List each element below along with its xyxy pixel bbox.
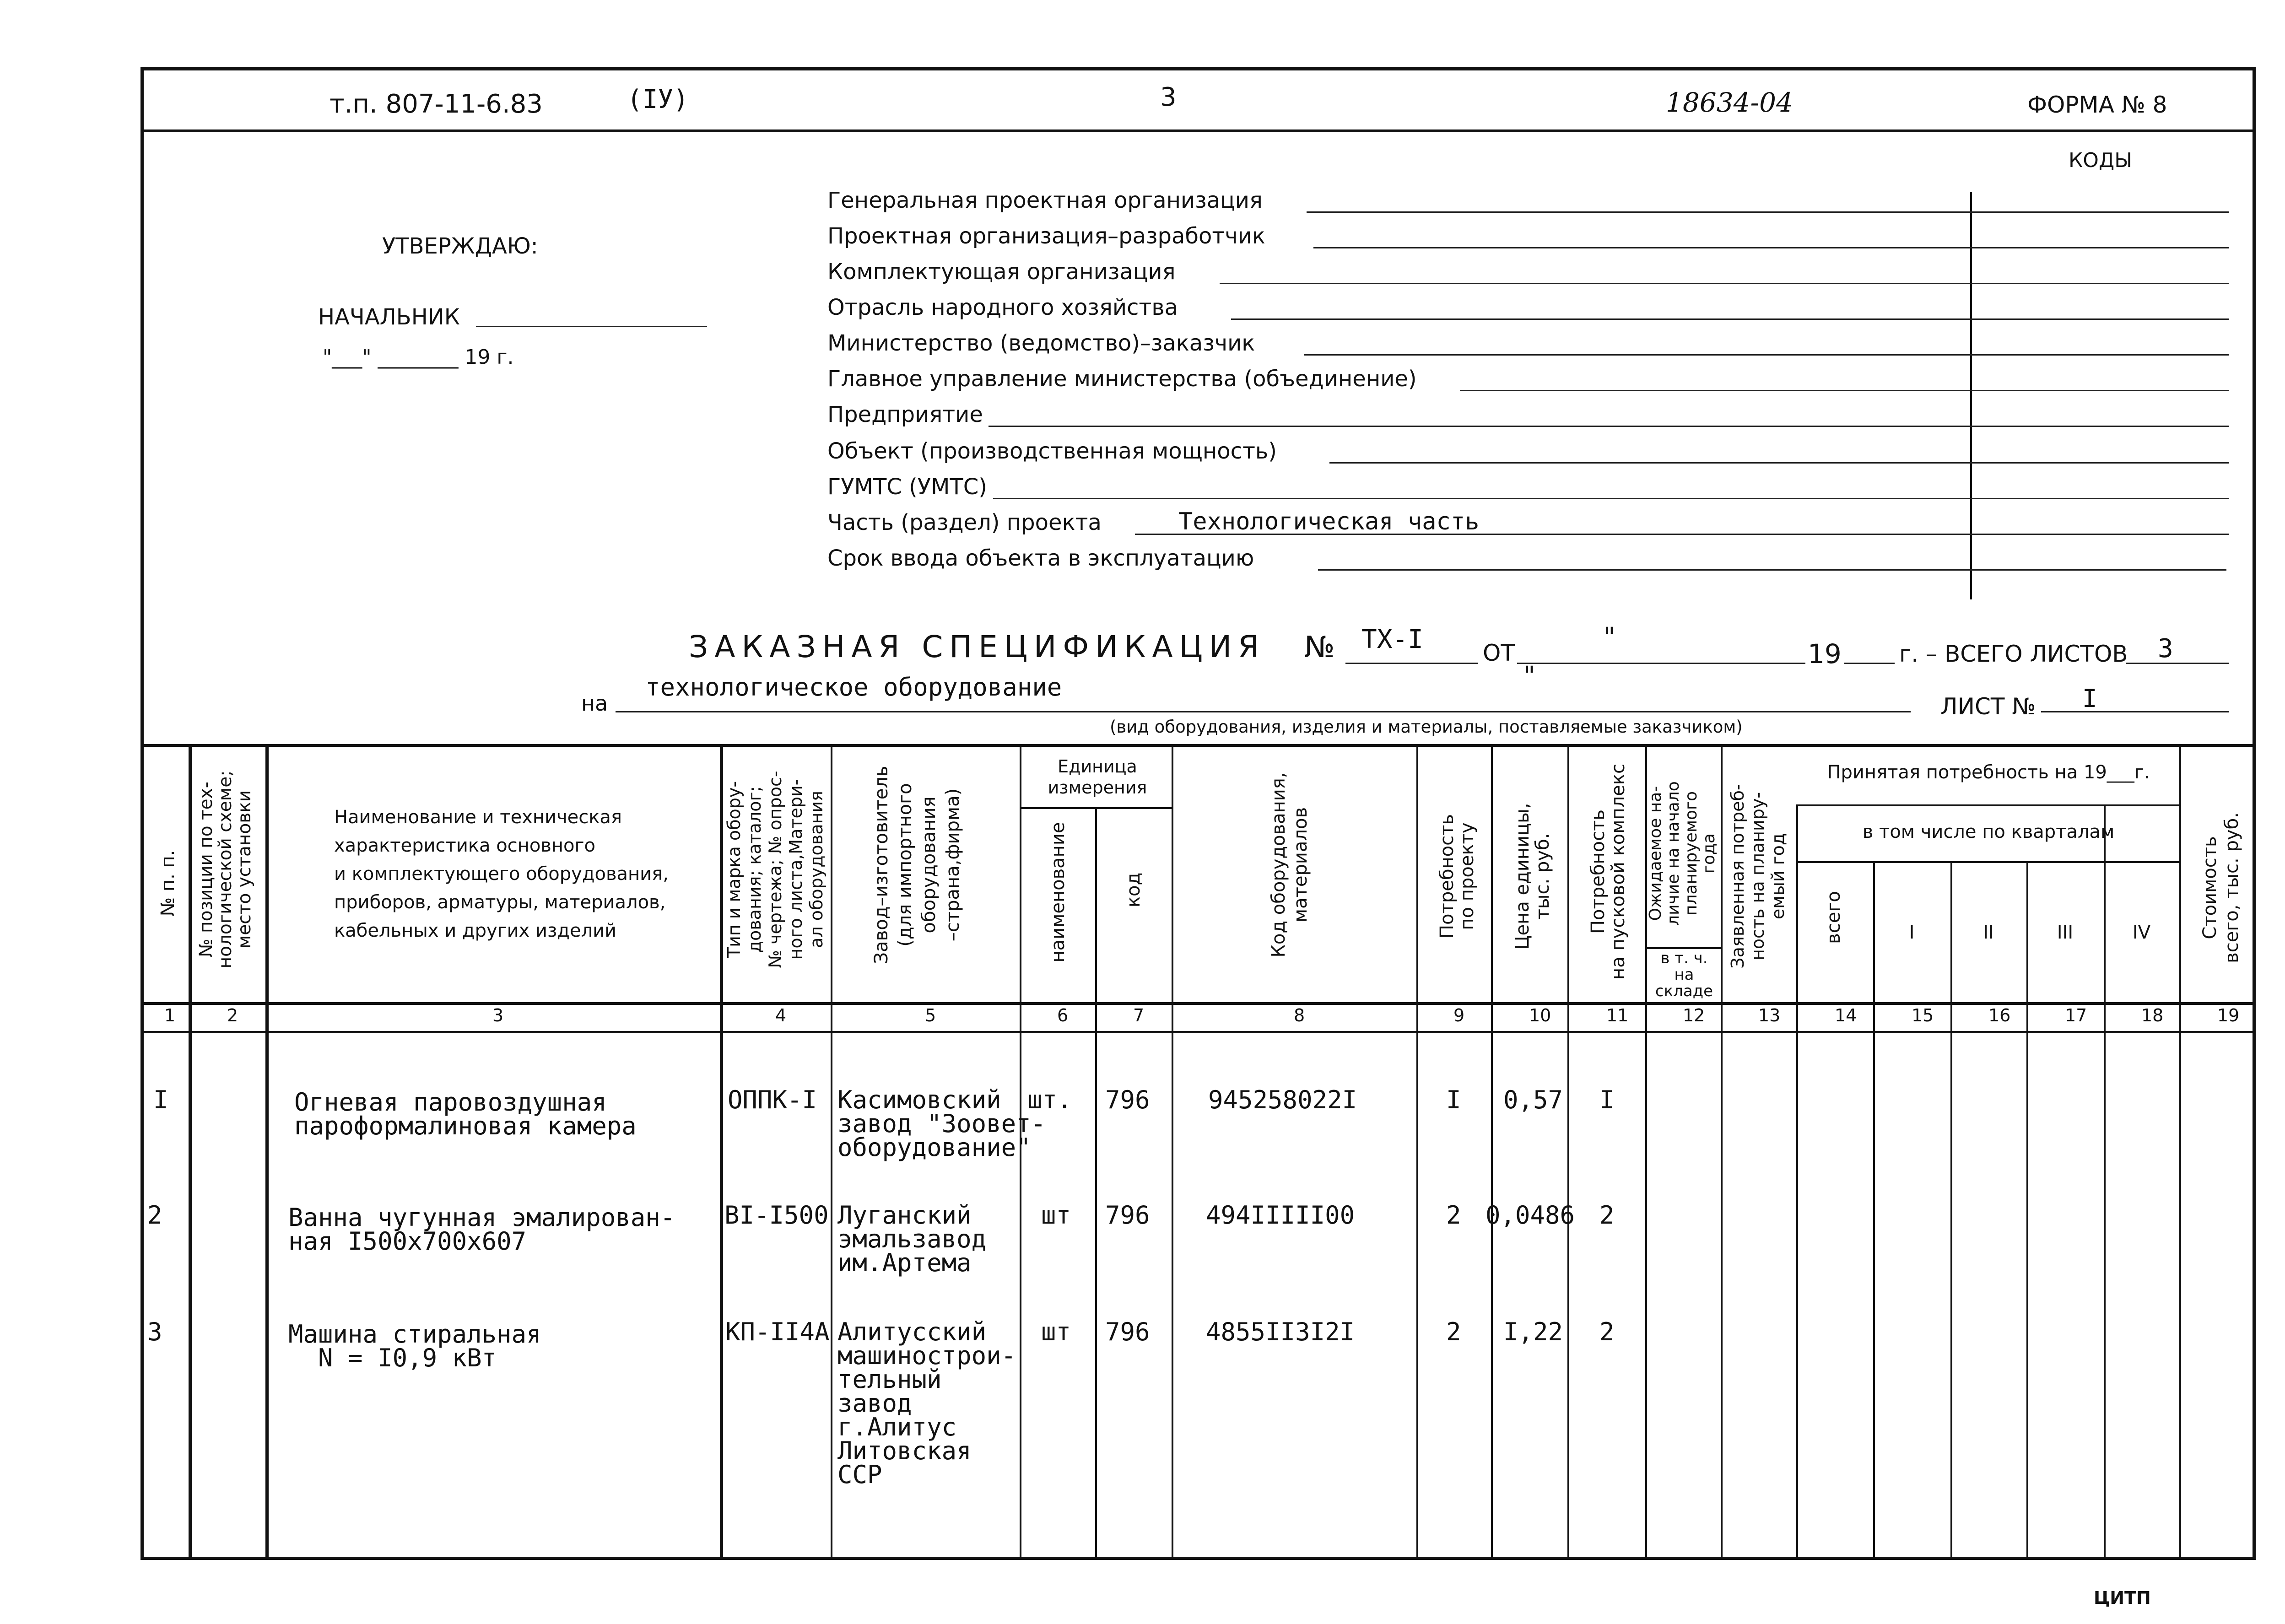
numbers-bottom [140,1031,2256,1033]
page-number: 3 [1160,82,1177,112]
spec-open-quote: " [1602,622,1617,652]
header-expected-stock: Ожидаемое на- личие на начало планируемого года [1646,781,1718,926]
col-divider-3 [720,744,723,1560]
approval-date: "___" ________ 19 г. [323,345,514,369]
org-general-line [1307,211,2229,213]
sheet-value: I [2082,684,2097,713]
org-supplier-label: Комплектующая организация [827,259,1176,285]
col-divider-1 [189,744,192,1560]
spec-close-quote: " [1522,661,1537,691]
org-developer-label: Проектная организация–разработчик [827,223,1265,249]
row3-manufacturer: Алитусский машинострои- тельный завод г.Алитус Литовская ССР [837,1317,1016,1489]
col-divider-17 [2104,804,2106,1560]
col-divider-7 [1172,744,1173,1560]
col-divider-12 [1721,744,1723,1560]
commissioning-line [1318,569,2226,571]
spec-year-line [1844,663,1895,664]
row1-unit: шт. [1027,1085,1072,1114]
spec-year: 19 [1808,638,1842,669]
row1-number: I [153,1085,168,1114]
chief-line [476,326,707,327]
col-divider-14 [1873,861,1875,1560]
spec-for-label: на [581,691,608,716]
header-q2: II [1983,922,1994,943]
row1-name: Огневая паровоздушная пароформалиновая камера [294,1088,637,1140]
header-unit-code: код [1123,872,1144,908]
row1-material-code: 945258022I [1208,1085,1357,1114]
project-part-label: Часть (раздел) проекта [827,510,1102,535]
row2-unit-code: 796 [1105,1201,1150,1230]
header-unit-name: наименование [1048,822,1069,963]
row3-number: 3 [147,1317,162,1346]
row3-unit-code: 796 [1105,1317,1150,1346]
col-divider-6 [1095,807,1097,1560]
col-divider-16 [2026,861,2028,1560]
row1-price: 0,57 [1503,1085,1563,1114]
gumts-line [993,498,2229,499]
spec-caption: (вид оборудования, изделия и материалы, поставляемые заказчиком) [1110,717,1743,737]
header-manufacturer: Завод–изготовитель (для импортного оборудования –страна,фирма) [871,766,963,964]
form-label: ФОРМА № 8 [2027,92,2167,118]
header-total: всего [1823,891,1844,944]
sheet-label: ЛИСТ № [1940,693,2036,720]
row3-material-code: 4855II3I2I [1206,1317,1355,1346]
inventory-number: 18634-04 [1666,87,1793,118]
col-divider-18 [2179,744,2181,1560]
object-line [1329,462,2229,464]
col-divider-10 [1567,744,1569,1560]
row3-price: I,22 [1503,1317,1563,1346]
org-developer-line [1313,247,2229,248]
header-start-complex: Потребность на пусковой комплекс [1588,764,1629,980]
gumts-label: ГУМТС (УМТС) [827,474,987,500]
header-price: Цена единицы, тыс. руб. [1512,803,1553,950]
spec-number-value: ТХ-I [1361,625,1423,654]
row3-name: Машина стиральная N = I0,9 кВт [288,1320,541,1372]
org-general-label: Генеральная проектная организация [827,188,1263,213]
row2-price: 0,0486 [1486,1201,1575,1230]
project-part-line [1135,534,2229,535]
commissioning-label: Срок ввода объекта в эксплуатацию [827,545,1254,571]
spec-total-line [2126,663,2229,664]
industry-label: Отрасль народного хозяйства [827,295,1178,320]
spec-date-line [1517,663,1805,664]
chief-label: НАЧАЛЬНИК [318,304,460,330]
footer-stamp: ЦИТП [2094,1588,2151,1608]
row1-type: ОППК-I [728,1085,817,1114]
row1-need: I [1446,1085,1461,1114]
sheet-line [2041,711,2229,712]
header-in-stock: в т. ч. на складе [1655,949,1713,1000]
row1-start: I [1599,1085,1615,1114]
col-divider-2 [265,744,269,1560]
spec-number-label: № [1304,631,1335,664]
header-material-code: Код оборудования, материалов [1268,772,1311,958]
header-need: Потребность по проекту [1437,814,1478,939]
project-number: т.п. 807-11-6.83 [330,89,543,119]
ministry-label: Министерство (ведомство)–заказчик [827,330,1255,356]
header-cost: Стоимость всего, тыс. руб. [2199,812,2242,963]
enterprise-line [989,426,2229,427]
header-name: Наименование и техническая характеристика основного и комплектующего оборудования, приборов, арматуры, материалов, кабельных и других изделий [334,807,669,941]
enterprise-label: Предприятие [827,402,983,427]
row2-need: 2 [1446,1201,1461,1230]
table-top [140,744,2256,747]
project-part-value: Технологическая часть [1178,508,1480,535]
main-directorate-line [1460,390,2229,391]
spec-for-value: технологическое оборудование [645,673,1062,701]
header-bottom [140,1002,2256,1005]
row2-type: BI-I500 [724,1201,829,1230]
ministry-line [1304,354,2229,356]
row1-unit-code: 796 [1105,1085,1150,1114]
row2-material-code: 494IIIII00 [1206,1201,1355,1230]
header-row-number: № п. п. [157,850,178,917]
col-divider-4 [831,744,832,1560]
spec-for-line [616,711,1911,712]
approve-label: УТВЕРЖДАЮ: [382,233,538,259]
org-supplier-line [1220,283,2229,284]
object-label: Объект (производственная мощность) [827,438,1277,464]
spec-title: ЗАКАЗНАЯ СПЕЦИФИКАЦИЯ [689,629,1266,664]
col-divider-15 [1950,861,1952,1560]
row2-start: 2 [1599,1201,1615,1230]
accepted-line [1796,804,2179,806]
spec-number-line [1345,663,1478,664]
header-q3: III [2057,922,2074,943]
row3-type: КП-II4А [725,1317,830,1346]
quarters-line [1796,861,2179,863]
codes-column-divider [1970,192,1972,599]
header-q1: I [1909,922,1915,943]
main-directorate-label: Главное управление министерства (объединение) [827,366,1417,392]
row3-need: 2 [1446,1317,1461,1346]
header-type: Тип и марка обору- дования; каталог; № чертежа; № опрос- ного листа,Матери- ал оборудования [724,771,826,968]
header-position: № позиции по тех- нологической схеме; место установки [196,770,255,969]
row2-number: 2 [147,1201,162,1230]
spec-total-label: г. – ВСЕГО ЛИСТОВ [1899,641,2128,667]
unit-group-line [1020,807,1172,809]
spec-total-sheets: 3 [2158,634,2173,664]
industry-line [1231,318,2229,320]
row1-manufacturer: Касимовский завод "Зоовет- оборудование" [837,1085,1046,1162]
row2-manufacturer: Луганский эмальзавод им.Артема [837,1201,987,1277]
header-quarters: в том числе по кварталам [1862,821,2115,842]
top-bar-divider [140,129,2256,132]
row3-unit: шт [1041,1317,1071,1346]
col-divider-8 [1416,744,1418,1560]
header-q4: IV [2132,922,2151,943]
volume-number: (IУ) [627,85,689,114]
header-accepted: Принятая потребность на 19___г. [1827,762,2150,783]
col-divider-9 [1491,744,1493,1560]
row2-unit: шт [1041,1201,1071,1230]
codes-label: КОДЫ [2069,149,2133,172]
row3-start: 2 [1599,1317,1615,1346]
spec-from-label: ОТ [1483,640,1515,666]
header-requested: Заявленная потреб- ность на планиру- емый год [1728,784,1788,969]
col-divider-13 [1796,804,1798,1560]
header-unit-group: Единица измерения [1048,756,1147,798]
row2-name: Ванна чугунная эмалирован- ная I500x700x607 [288,1203,675,1256]
